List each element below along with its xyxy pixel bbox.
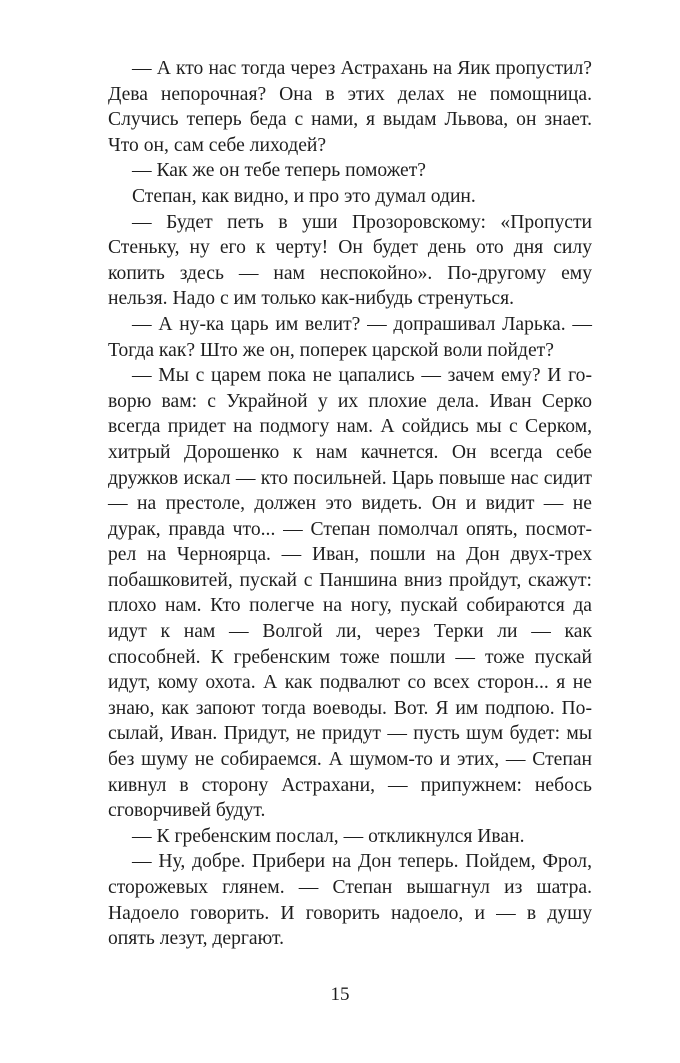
page-number: 15 xyxy=(330,984,350,1005)
paragraph: — Ну, добре. Прибери на Дон теперь. Пойдем, Фрол, сторожевых глянем. — Степан вышагнул из шатра. Надоело говорить. И говорить надоело, и — в душу опять лезут, дергают. xyxy=(108,851,592,950)
paragraph: — К гребенским послал, — откликнулся Иван. xyxy=(132,825,525,847)
paragraph: — Будет петь в уши Прозоровскому: «Пропусти Стеньку, ну его к черту! Он будет день ото дня силу копить здесь — нам неспокойно». По-другому ему нельзя. Надо с им только как-нибудь стренуться. xyxy=(108,211,592,310)
page-text xyxy=(108,56,592,952)
paragraph: — Как же он тебе теперь поможет? xyxy=(132,160,426,182)
paragraph: — А кто нас тогда через Астрахань на Яик пропустил? Дева непорочная? Она в этих делах не помощница. Случись теперь беда с нами, я выдам Львова, он знает. Что он, сам себе лиходей? xyxy=(108,58,592,156)
paragraph: — Мы с царем пока не цапались — зачем ему? И говорю вам: с Украйной у их плохие дела. Иван Серко всегда придет на подмогу нам. А сойдись мы с Серком, хитрый Дорошенко к нам качнется. Он всегда себе дружков искал — кто посильней. Царь повыше нас сидит — на престоле, должен это видеть. Он и видит — не дурак, правда что... — Степан помолчал опять, посмотрел на Черноярца. — Иван, пошли на Дон двух-трех побашковитей, пускай с Паншина вниз пройдут, скажут: плохо нам. Кто полегче на ногу, пускай собираются да идут к нам — Волгой ли, через Терки ли — как способней. К гребенским тоже пошли — тоже пускай идут, кому охота. А как подвалют со всех сторон... я не знаю, как запоют тогда воеводы. Вот. Я им подпою. Посылай, Иван. Придут, не придут — пусть шум будет: мы без шуму не собираемся. А шумом-то и этих, — Степан кивнул в сторону Астрахани, — припужнем: небось сговорчивей будут. xyxy=(108,365,592,822)
paragraph: Степан, как видно, и про это думал один. xyxy=(132,185,476,207)
paragraph: — А ну-ка царь им велит? — допрашивал Ларька. — Тогда как? Што же он, поперек царской воли пойдет? xyxy=(108,313,592,361)
